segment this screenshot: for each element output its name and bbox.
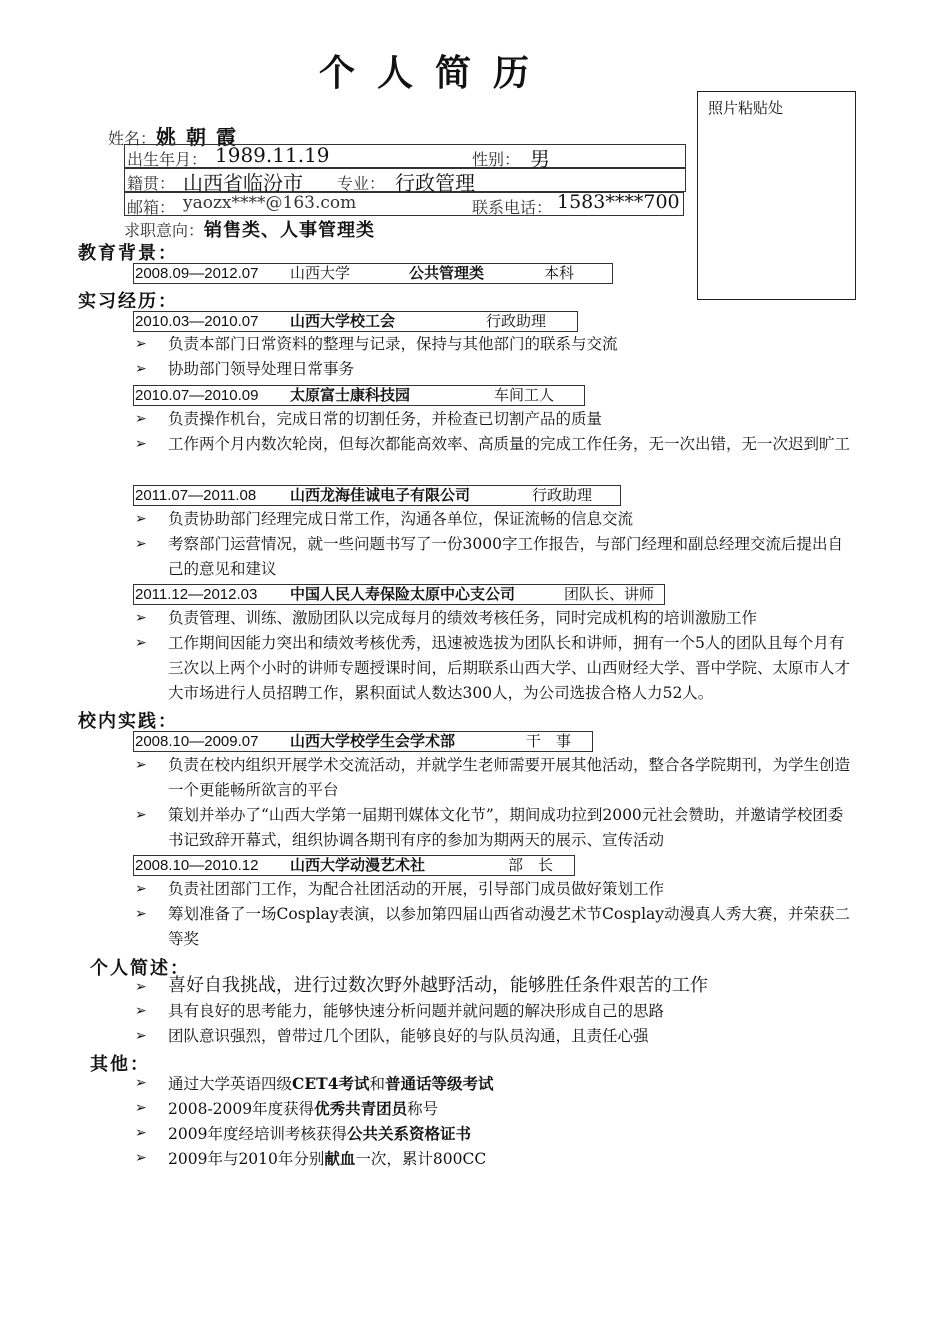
phone-label: 联系电话：: [472, 198, 553, 217]
info-row-origin: [124, 168, 686, 195]
photo-label: 照片粘贴处: [708, 99, 784, 117]
entry-date: 2010.07—2010.09: [135, 387, 259, 404]
education-school: 山西大学: [290, 264, 351, 282]
entry-date: 2008.10—2009.07: [135, 733, 259, 750]
other-heading: 其他：: [90, 1054, 150, 1075]
bullet-text: 工作两个月内数次轮岗，但每次都能高效率、高质量的完成工作任务，无一次出错，无一次迟到旷工: [168, 435, 851, 453]
entry-role: 行政助理: [532, 486, 593, 504]
arrow-bullet-icon: ➢: [135, 757, 147, 773]
bullet-text: 负责操作机台，完成日常的切割任务，并检查已切割产品的质量: [168, 410, 603, 428]
campus-heading: 校内实践：: [78, 711, 178, 732]
campus-entry-header: [133, 855, 575, 876]
item-text: 通过大学英语四级: [168, 1075, 293, 1093]
intent-value: 销售类、人事管理类: [204, 220, 376, 241]
education-major: 公共管理类: [409, 264, 485, 282]
internship-entry-header: [133, 485, 621, 506]
entry-role: 车间工人: [494, 386, 555, 404]
info-row-contact: [124, 192, 684, 216]
entry-org: 山西大学动漫艺术社: [290, 856, 426, 874]
item-bold: 献血: [324, 1149, 356, 1168]
bullet-text: 筹划准备了一场Cosplay表演，以参加第四届山西省动漫艺术节Cosplay动漫真人秀大赛，并荣获二等奖: [168, 905, 851, 948]
education-date: 2008.09—2012.07: [135, 265, 259, 282]
phone-value: 1583****700: [557, 191, 680, 213]
birth-label: 出生年月：: [127, 150, 208, 169]
arrow-bullet-icon: ➢: [135, 1125, 147, 1141]
arrow-bullet-icon: ➢: [135, 1003, 147, 1019]
major-value: 行政管理: [395, 171, 475, 195]
entry-role: 部 长: [508, 856, 554, 874]
bullet-text: 喜好自我挑战，进行过数次野外越野活动，能够胜任条件艰苦的工作: [168, 975, 708, 996]
origin-label: 籍贯：: [127, 174, 176, 193]
item-bold: 优秀共青团员: [314, 1099, 408, 1118]
email-value: yaozx****@163.com: [183, 193, 357, 213]
entry-date: 2008.10—2010.12: [135, 857, 259, 874]
arrow-bullet-icon: ➢: [135, 1100, 147, 1116]
entry-org: 山西龙海佳诚电子有限公司: [290, 486, 471, 504]
entry-date: 2010.03—2010.07: [135, 313, 259, 330]
arrow-bullet-icon: ➢: [135, 536, 147, 552]
arrow-bullet-icon: ➢: [135, 411, 147, 427]
item-bold: 公共关系资格证书: [346, 1124, 471, 1143]
intent-label: 求职意向：: [124, 221, 205, 240]
internship-entry-header: [133, 385, 585, 406]
bullet-text: 策划并举办了“山西大学第一届期刊媒体文化节”，期间成功拉到2000元社会赞助，并邀请学校团委书记致辞开幕式，组织协调各期刊有序的参加为期两天的展示、宣传活动: [168, 806, 844, 849]
photo-placeholder: [697, 91, 856, 300]
gender-value: 男: [530, 147, 550, 171]
education-heading: 教育背景：: [78, 243, 178, 264]
arrow-bullet-icon: ➢: [135, 610, 147, 626]
arrow-bullet-icon: ➢: [135, 1150, 147, 1166]
entry-date: 2011.12—2012.03: [135, 586, 258, 603]
birth-value: 1989.11.19: [215, 143, 330, 167]
campus-entry-header: [133, 731, 593, 752]
entry-role: 干 事: [526, 732, 572, 750]
entry-org: 山西大学校学生会学术部: [290, 732, 456, 750]
arrow-bullet-icon: ➢: [135, 436, 147, 452]
arrow-bullet-icon: ➢: [135, 1075, 147, 1091]
gender-label: 性别：: [472, 150, 521, 169]
arrow-bullet-icon: ➢: [135, 979, 147, 995]
arrow-bullet-icon: ➢: [135, 906, 147, 922]
arrow-bullet-icon: ➢: [135, 336, 147, 352]
bullet-text: 负责在校内组织开展学术交流活动，并就学生老师需要开展其他活动，整合各学院期刊，为学生创造一个更能畅所欲言的平台: [168, 756, 851, 799]
education-degree: 本科: [544, 264, 575, 282]
entry-org: 中国人民人寿保险太原中心支公司: [290, 585, 516, 603]
email-label: 邮箱：: [127, 198, 176, 217]
bullet-text: 工作期间因能力突出和绩效考核优秀，迅速被选拔为团队长和讲师，拥有一个5人的团队且每个月有三次以上两个小时的讲师专题授课时间，后期联系山西大学、山西财经大学、晋中学院、太原市人才大市场进行人员招聘工作，累积面试人数达300人，为公司选拔合格人力52人。: [168, 634, 851, 702]
name-label: 姓名：: [108, 129, 157, 148]
entry-org: 太原富士康科技园: [290, 386, 411, 404]
bullet-text: 负责社团部门工作，为配合社团活动的开展，引导部门成员做好策划工作: [168, 880, 665, 898]
bullet-text: 负责协助部门经理完成日常工作，沟通各单位，保证流畅的信息交流: [168, 510, 634, 528]
internship-entry-header: [133, 584, 665, 605]
name-value: 姚朝霞: [156, 125, 247, 149]
arrow-bullet-icon: ➢: [135, 881, 147, 897]
summary-heading: 个人简述：: [90, 958, 190, 979]
arrow-bullet-icon: ➢: [135, 635, 147, 651]
entry-date: 2011.07—2011.08: [135, 487, 257, 504]
info-row-birth: [124, 143, 686, 171]
entry-role: 行政助理: [486, 312, 547, 330]
item-text: 2009年与2010年分别: [168, 1150, 325, 1168]
internship-heading: 实习经历：: [78, 291, 178, 312]
entry-role: 团队长、讲师: [564, 585, 655, 603]
arrow-bullet-icon: ➢: [135, 361, 147, 377]
item-bold: 普通话等级考试: [385, 1074, 494, 1093]
item-bold: CET4考试: [292, 1074, 370, 1093]
item-text: 2009年度经培训考核获得: [168, 1125, 347, 1143]
internship-entry-header: [133, 311, 578, 332]
bullet-text: 负责管理、训练、激励团队以完成每月的绩效考核任务，同时完成机构的培训激励工作: [168, 609, 758, 627]
origin-value: 山西省临汾市: [183, 171, 303, 195]
arrow-bullet-icon: ➢: [135, 807, 147, 823]
bullet-text: 考察部门运营情况，就一些问题书写了一份3000字工作报告，与部门经理和副总经理交流后提出自己的意见和建议: [168, 535, 843, 578]
item-text: 和: [369, 1075, 386, 1093]
education-entry: [133, 263, 613, 284]
entry-org: 山西大学校工会: [290, 312, 396, 330]
bullet-text: 负责本部门日常资料的整理与记录，保持与其他部门的联系与交流: [168, 335, 618, 353]
item-text: 2008-2009年度获得: [168, 1100, 315, 1118]
bullet-text: 协助部门领导处理日常事务: [168, 360, 355, 378]
major-label: 专业：: [337, 174, 386, 193]
page-title: 个人简历: [318, 52, 551, 94]
bullet-text: 团队意识强烈，曾带过几个团队，能够良好的与队员沟通，且责任心强: [168, 1027, 649, 1045]
arrow-bullet-icon: ➢: [135, 511, 147, 527]
item-text: 一次，累计800CC: [355, 1150, 487, 1168]
arrow-bullet-icon: ➢: [135, 1028, 147, 1044]
item-text: 称号: [407, 1100, 439, 1118]
bullet-text: 具有良好的思考能力，能够快速分析问题并就问题的解决形成自己的思路: [168, 1002, 665, 1020]
